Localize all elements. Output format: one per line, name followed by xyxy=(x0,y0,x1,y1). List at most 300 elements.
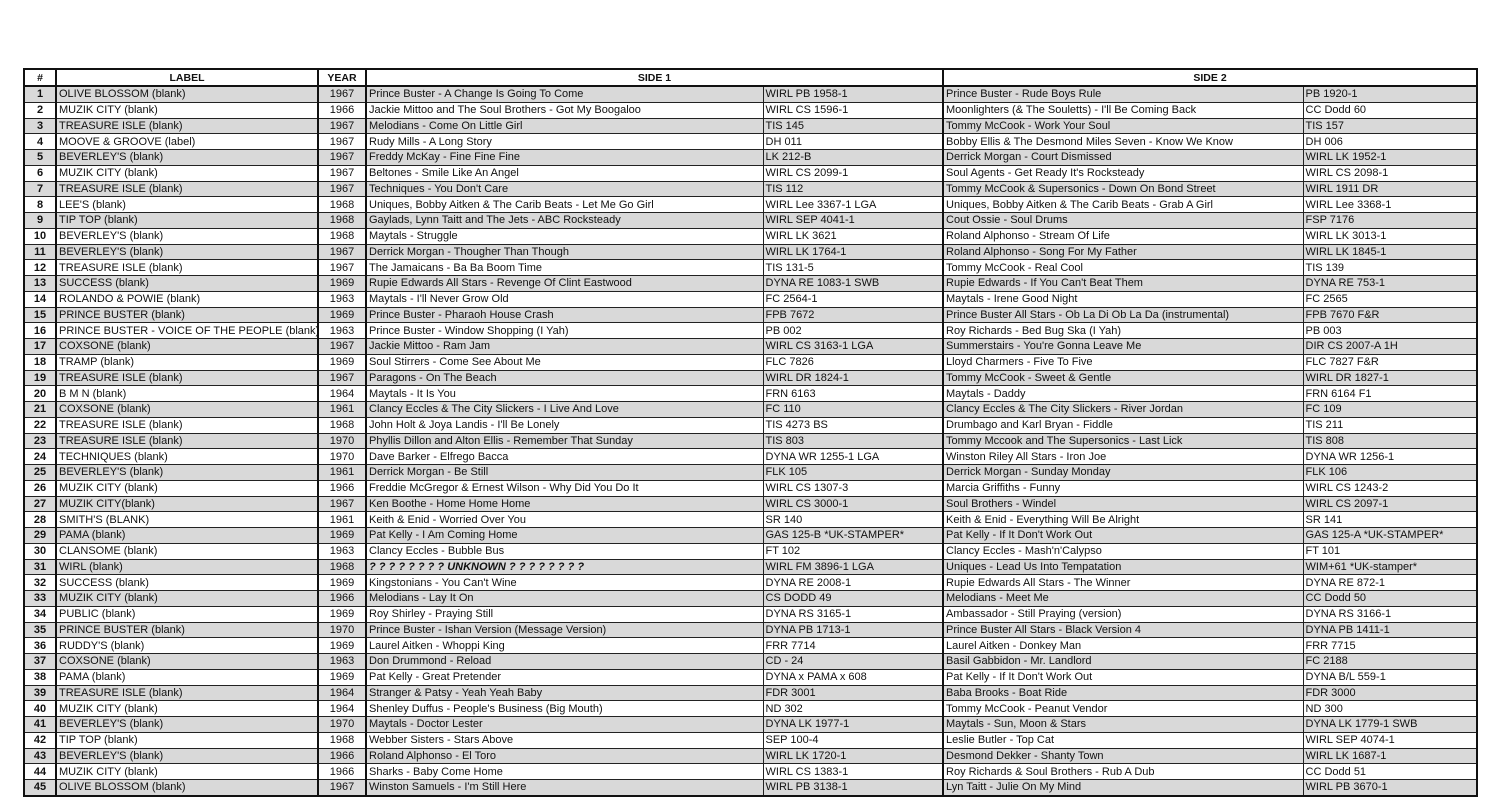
side-2-catalog-cell: FRR 7715 xyxy=(1303,638,1477,654)
side-2-catalog-cell: FDR 3000 xyxy=(1303,685,1477,701)
side-1-catalog-cell: SEP 100-4 xyxy=(763,732,943,748)
row-number: 21 xyxy=(24,402,56,418)
side-2-title-cell: Drumbago and Karl Bryan - Fiddle xyxy=(943,417,1303,433)
side-1-title-cell: Ken Boothe - Home Home Home xyxy=(366,496,763,512)
side-2-title-cell: Lloyd Charmers - Five To Five xyxy=(943,354,1303,370)
side-2-title-cell: Uniques - Lead Us Into Tempatation xyxy=(943,559,1303,575)
side-1-title-cell: Freddy McKay - Fine Fine Fine xyxy=(366,150,763,166)
table-row xyxy=(24,402,1477,418)
label-cell: TREASURE ISLE (blank) xyxy=(56,118,318,134)
table-row xyxy=(24,528,1477,544)
side-2-catalog-cell: WIRL Lee 3368-1 xyxy=(1303,197,1477,213)
side-2-catalog-cell: DYNA RS 3166-1 xyxy=(1303,606,1477,622)
label-cell: TREASURE ISLE (blank) xyxy=(56,260,318,276)
side-1-title-cell: Maytals - I'll Never Grow Old xyxy=(366,291,763,307)
year-cell: 1969 xyxy=(318,638,366,654)
label-cell: PAMA (blank) xyxy=(56,669,318,685)
side-2-catalog-cell: DYNA PB 1411-1 xyxy=(1303,622,1477,638)
table-row xyxy=(24,575,1477,591)
side-1-catalog-cell: DH 011 xyxy=(763,134,943,150)
year-cell: 1967 xyxy=(318,370,366,386)
label-cell: PRINCE BUSTER (blank) xyxy=(56,622,318,638)
side-2-catalog-cell: WIRL 1911 DR xyxy=(1303,181,1477,197)
table-row xyxy=(24,244,1477,260)
table-row xyxy=(24,701,1477,717)
label-cell: MUZIK CITY (blank) xyxy=(56,591,318,607)
row-number: 38 xyxy=(24,669,56,685)
label-cell: SUCCESS (blank) xyxy=(56,276,318,292)
side-2-catalog-cell: DH 006 xyxy=(1303,134,1477,150)
side-2-title-cell: Roland Alphonso - Song For My Father xyxy=(943,244,1303,260)
side-2-catalog-cell: FC 2565 xyxy=(1303,291,1477,307)
side-2-catalog-cell: FLK 106 xyxy=(1303,465,1477,481)
table-row xyxy=(24,748,1477,764)
side-1-catalog-cell: FT 102 xyxy=(763,543,943,559)
table-row xyxy=(24,591,1477,607)
year-cell: 1968 xyxy=(318,197,366,213)
side-1-title-cell: Prince Buster - A Change Is Going To Come xyxy=(366,86,763,102)
table-row xyxy=(24,480,1477,496)
side-2-title-cell: Derrick Morgan - Court Dismissed xyxy=(943,150,1303,166)
year-cell: 1969 xyxy=(318,307,366,323)
row-number: 42 xyxy=(24,732,56,748)
side-2-catalog-cell: SR 141 xyxy=(1303,512,1477,528)
year-cell: 1963 xyxy=(318,654,366,670)
side-1-catalog-cell: DYNA PB 1713-1 xyxy=(763,622,943,638)
side-1-title-cell: Uniques, Bobby Aitken & The Carib Beats - Let Me Go Girl xyxy=(366,197,763,213)
side-2-catalog-cell: TIS 808 xyxy=(1303,433,1477,449)
side-1-title-cell: Jackie Mittoo - Ram Jam xyxy=(366,339,763,355)
row-number: 11 xyxy=(24,244,56,260)
side-1-title-cell: Techniques - You Don't Care xyxy=(366,181,763,197)
label-cell: TIP TOP (blank) xyxy=(56,213,318,229)
label-cell: TREASURE ISLE (blank) xyxy=(56,417,318,433)
side-1-title-cell: Winston Samuels - I'm Still Here xyxy=(366,780,763,796)
side-1-title-cell: Paragons - On The Beach xyxy=(366,370,763,386)
row-number: 29 xyxy=(24,528,56,544)
side-2-title-cell: Winston Riley All Stars - Iron Joe xyxy=(943,449,1303,465)
side-2-title-cell: Pat Kelly - If It Don't Work Out xyxy=(943,528,1303,544)
year-cell: 1967 xyxy=(318,339,366,355)
side-2-title-cell: Marcia Griffiths - Funny xyxy=(943,480,1303,496)
side-1-title-cell: Don Drummond - Reload xyxy=(366,654,763,670)
side-1-title-cell: Laurel Aitken - Whoppi King xyxy=(366,638,763,654)
side-2-title-cell: Moonlighters (& The Souletts) - I'll Be Coming Back xyxy=(943,102,1303,118)
year-cell: 1968 xyxy=(318,213,366,229)
label-cell: OLIVE BLOSSOM (blank) xyxy=(56,780,318,796)
side-1-catalog-cell: GAS 125-B *UK-STAMPER* xyxy=(763,528,943,544)
label-cell: PAMA (blank) xyxy=(56,528,318,544)
label-cell: TREASURE ISLE (blank) xyxy=(56,370,318,386)
year-cell: 1969 xyxy=(318,575,366,591)
side-2-catalog-cell: DYNA B/L 559-1 xyxy=(1303,669,1477,685)
side-1-title-cell: Prince Buster - Ishan Version (Message Version) xyxy=(366,622,763,638)
row-number: 2 xyxy=(24,102,56,118)
side-2-catalog-cell: GAS 125-A *UK-STAMPER* xyxy=(1303,528,1477,544)
label-cell: MUZIK CITY (blank) xyxy=(56,102,318,118)
side-2-title-cell: Tommy McCook - Real Cool xyxy=(943,260,1303,276)
label-cell: PUBLIC (blank) xyxy=(56,606,318,622)
side-2-title-cell: Ambassador - Still Praying (version) xyxy=(943,606,1303,622)
side-2-title-cell: Tommy McCook - Sweet & Gentle xyxy=(943,370,1303,386)
table-row xyxy=(24,449,1477,465)
table-row xyxy=(24,638,1477,654)
row-number: 22 xyxy=(24,417,56,433)
side-2-title-cell: Baba Brooks - Boat Ride xyxy=(943,685,1303,701)
side-1-catalog-cell: WIRL CS 2099-1 xyxy=(763,165,943,181)
year-cell: 1967 xyxy=(318,86,366,102)
year-cell: 1970 xyxy=(318,622,366,638)
label-cell: BEVERLEY'S (blank) xyxy=(56,748,318,764)
year-cell: 1970 xyxy=(318,433,366,449)
side-1-catalog-cell: WIRL LK 3621 xyxy=(763,228,943,244)
year-cell: 1967 xyxy=(318,496,366,512)
side-2-catalog-cell: DYNA RE 753-1 xyxy=(1303,276,1477,292)
side-2-catalog-cell: ND 300 xyxy=(1303,701,1477,717)
label-cell: RUDDY'S (blank) xyxy=(56,638,318,654)
side-1-catalog-cell: ND 302 xyxy=(763,701,943,717)
side-2-title-cell: Cout Ossie - Soul Drums xyxy=(943,213,1303,229)
side-2-catalog-cell: WIRL LK 1952-1 xyxy=(1303,150,1477,166)
table-row xyxy=(24,165,1477,181)
table-row xyxy=(24,764,1477,780)
side-1-title-cell: Beltones - Smile Like An Angel xyxy=(366,165,763,181)
table-row xyxy=(24,417,1477,433)
side-1-title-cell: Webber Sisters - Stars Above xyxy=(366,732,763,748)
side-2-title-cell: Lyn Taitt - Julie On My Mind xyxy=(943,780,1303,796)
side-1-catalog-cell: WIRL SEP 4041-1 xyxy=(763,213,943,229)
row-number: 32 xyxy=(24,575,56,591)
side-1-catalog-cell: WIRL PB 1958-1 xyxy=(763,86,943,102)
row-number: 36 xyxy=(24,638,56,654)
side-2-title-cell: Laurel Aitken - Donkey Man xyxy=(943,638,1303,654)
side-2-title-cell: Roy Richards & Soul Brothers - Rub A Dub xyxy=(943,764,1303,780)
label-cell: BEVERLEY'S (blank) xyxy=(56,717,318,733)
label-cell: MUZIK CITY (blank) xyxy=(56,165,318,181)
side-1-title-cell: Derrick Morgan - Be Still xyxy=(366,465,763,481)
year-cell: 1964 xyxy=(318,701,366,717)
side-1-title-cell: Maytals - It Is You xyxy=(366,386,763,402)
row-number: 15 xyxy=(24,307,56,323)
row-number: 35 xyxy=(24,622,56,638)
year-cell: 1964 xyxy=(318,685,366,701)
row-number: 19 xyxy=(24,370,56,386)
table-row xyxy=(24,102,1477,118)
side-2-title-cell: Tommy McCook - Work Your Soul xyxy=(943,118,1303,134)
side-2-title-cell: Uniques, Bobby Aitken & The Carib Beats - Grab A Girl xyxy=(943,197,1303,213)
side-1-title-cell: Rudy Mills - A Long Story xyxy=(366,134,763,150)
side-2-title-cell: Bobby Ellis & The Desmond Miles Seven - Know We Know xyxy=(943,134,1303,150)
label-cell: SUCCESS (blank) xyxy=(56,575,318,591)
row-number: 33 xyxy=(24,591,56,607)
side-1-title-cell: Stranger & Patsy - Yeah Yeah Baby xyxy=(366,685,763,701)
label-cell: TIP TOP (blank) xyxy=(56,732,318,748)
label-cell: OLIVE BLOSSOM (blank) xyxy=(56,86,318,102)
row-number: 4 xyxy=(24,134,56,150)
side-2-catalog-cell: FC 109 xyxy=(1303,402,1477,418)
label-cell: TREASURE ISLE (blank) xyxy=(56,181,318,197)
side-1-catalog-cell: FDR 3001 xyxy=(763,685,943,701)
table-row xyxy=(24,118,1477,134)
side-1-catalog-cell: DYNA WR 1255-1 LGA xyxy=(763,449,943,465)
side-2-catalog-cell: TIS 211 xyxy=(1303,417,1477,433)
year-cell: 1970 xyxy=(318,449,366,465)
side-2-catalog-cell: FC 2188 xyxy=(1303,654,1477,670)
side-2-catalog-cell: WIRL LK 1845-1 xyxy=(1303,244,1477,260)
label-cell: COXSONE (blank) xyxy=(56,339,318,355)
row-number: 8 xyxy=(24,197,56,213)
row-number: 41 xyxy=(24,717,56,733)
row-number: 45 xyxy=(24,780,56,796)
table-row xyxy=(24,669,1477,685)
side-1-catalog-cell: FRR 7714 xyxy=(763,638,943,654)
label-cell: LEE'S (blank) xyxy=(56,197,318,213)
label-cell: MUZIK CITY (blank) xyxy=(56,480,318,496)
label-cell: TRAMP (blank) xyxy=(56,354,318,370)
side-2-catalog-cell: WIRL SEP 4074-1 xyxy=(1303,732,1477,748)
side-2-title-cell: Prince Buster All Stars - Ob La Di Ob La Da (instrumental) xyxy=(943,307,1303,323)
side-2-title-cell: Basil Gabbidon - Mr. Landlord xyxy=(943,654,1303,670)
side-2-title-cell: Derrick Morgan - Sunday Monday xyxy=(943,465,1303,481)
label-cell: MUZIK CITY (blank) xyxy=(56,701,318,717)
side-1-title-cell: Roy Shirley - Praying Still xyxy=(366,606,763,622)
side-2-title-cell: Tommy McCook & Supersonics - Down On Bond Street xyxy=(943,181,1303,197)
header-num: # xyxy=(24,69,56,86)
side-1-catalog-cell: FRN 6163 xyxy=(763,386,943,402)
label-cell: WIRL (blank) xyxy=(56,559,318,575)
side-2-title-cell: Roland Alphonso - Stream Of Life xyxy=(943,228,1303,244)
side-1-title-cell: Prince Buster - Pharaoh House Crash xyxy=(366,307,763,323)
year-cell: 1966 xyxy=(318,480,366,496)
table-row xyxy=(24,291,1477,307)
label-cell: MUZIK CITY(blank) xyxy=(56,496,318,512)
table-row xyxy=(24,213,1477,229)
table-row xyxy=(24,134,1477,150)
row-number: 39 xyxy=(24,685,56,701)
side-2-catalog-cell: DYNA RE 872-1 xyxy=(1303,575,1477,591)
side-1-title-cell: John Holt & Joya Landis - I'll Be Lonely xyxy=(366,417,763,433)
side-1-catalog-cell: WIRL FM 3896-1 LGA xyxy=(763,559,943,575)
side-1-catalog-cell: FPB 7672 xyxy=(763,307,943,323)
year-cell: 1966 xyxy=(318,764,366,780)
label-cell: BEVERLEY'S (blank) xyxy=(56,228,318,244)
side-2-catalog-cell: PB 1920-1 xyxy=(1303,86,1477,102)
year-cell: 1966 xyxy=(318,102,366,118)
side-2-title-cell: Soul Agents - Get Ready It's Rocksteady xyxy=(943,165,1303,181)
side-2-title-cell: Clancy Eccles - Mash'n'Calypso xyxy=(943,543,1303,559)
side-2-catalog-cell: WIRL CS 2098-1 xyxy=(1303,165,1477,181)
side-1-catalog-cell: DYNA RS 3165-1 xyxy=(763,606,943,622)
table-row xyxy=(24,622,1477,638)
side-2-catalog-cell: WIRL LK 1687-1 xyxy=(1303,748,1477,764)
year-cell: 1961 xyxy=(318,512,366,528)
side-2-title-cell: Roy Richards - Bed Bug Ska (I Yah) xyxy=(943,323,1303,339)
side-1-title-cell: Pat Kelly - Great Pretender xyxy=(366,669,763,685)
year-cell: 1963 xyxy=(318,543,366,559)
label-cell: B M N (blank) xyxy=(56,386,318,402)
row-number: 3 xyxy=(24,118,56,134)
year-cell: 1967 xyxy=(318,260,366,276)
row-number: 44 xyxy=(24,764,56,780)
label-cell: TREASURE ISLE (blank) xyxy=(56,685,318,701)
side-1-catalog-cell: WIRL CS 3000-1 xyxy=(763,496,943,512)
row-number: 16 xyxy=(24,323,56,339)
row-number: 27 xyxy=(24,496,56,512)
side-2-title-cell: Rupie Edwards - If You Can't Beat Them xyxy=(943,276,1303,292)
year-cell: 1969 xyxy=(318,528,366,544)
label-cell: BEVERLEY'S (blank) xyxy=(56,244,318,260)
side-2-title-cell: Maytals - Sun, Moon & Stars xyxy=(943,717,1303,733)
side-2-catalog-cell: FLC 7827 F&R xyxy=(1303,354,1477,370)
side-1-catalog-cell: WIRL CS 3163-1 LGA xyxy=(763,339,943,355)
side-2-catalog-cell: TIS 139 xyxy=(1303,260,1477,276)
row-number: 28 xyxy=(24,512,56,528)
side-1-title-cell: ? ? ? ? ? ? ? ? UNKNOWN ? ? ? ? ? ? ? ? xyxy=(366,559,763,575)
table-row xyxy=(24,512,1477,528)
year-cell: 1967 xyxy=(318,780,366,796)
side-1-title-cell: Maytals - Struggle xyxy=(366,228,763,244)
table-row xyxy=(24,370,1477,386)
side-2-catalog-cell: WIRL LK 3013-1 xyxy=(1303,228,1477,244)
row-number: 14 xyxy=(24,291,56,307)
side-2-title-cell: Maytals - Daddy xyxy=(943,386,1303,402)
year-cell: 1969 xyxy=(318,669,366,685)
year-cell: 1963 xyxy=(318,323,366,339)
row-number: 30 xyxy=(24,543,56,559)
label-cell: ROLANDO & POWIE (blank) xyxy=(56,291,318,307)
side-1-catalog-cell: DYNA RE 2008-1 xyxy=(763,575,943,591)
table-row xyxy=(24,606,1477,622)
side-1-catalog-cell: LK 212-B xyxy=(763,150,943,166)
side-1-title-cell: Pat Kelly - I Am Coming Home xyxy=(366,528,763,544)
year-cell: 1964 xyxy=(318,386,366,402)
side-1-catalog-cell: WIRL CS 1307-3 xyxy=(763,480,943,496)
label-cell: BEVERLEY'S (blank) xyxy=(56,150,318,166)
year-cell: 1963 xyxy=(318,291,366,307)
row-number: 9 xyxy=(24,213,56,229)
side-2-catalog-cell: CC Dodd 60 xyxy=(1303,102,1477,118)
side-1-title-cell: Derrick Morgan - Thougher Than Though xyxy=(366,244,763,260)
records-table xyxy=(23,68,1478,797)
row-number: 7 xyxy=(24,181,56,197)
side-2-title-cell: Melodians - Meet Me xyxy=(943,591,1303,607)
table-row xyxy=(24,86,1477,102)
label-cell: PRINCE BUSTER - VOICE OF THE PEOPLE (blank) xyxy=(56,323,318,339)
year-cell: 1970 xyxy=(318,717,366,733)
year-cell: 1967 xyxy=(318,150,366,166)
side-1-title-cell: Gaylads, Lynn Taitt and The Jets - ABC Rocksteady xyxy=(366,213,763,229)
row-number: 37 xyxy=(24,654,56,670)
side-1-catalog-cell: SR 140 xyxy=(763,512,943,528)
side-1-title-cell: Shenley Duffus - People's Business (Big Mouth) xyxy=(366,701,763,717)
row-number: 34 xyxy=(24,606,56,622)
side-1-catalog-cell: WIRL PB 3138-1 xyxy=(763,780,943,796)
side-1-catalog-cell: DYNA RE 1083-1 SWB xyxy=(763,276,943,292)
table-row xyxy=(24,717,1477,733)
side-2-title-cell: Prince Buster - Rude Boys Rule xyxy=(943,86,1303,102)
side-2-title-cell: Rupie Edwards All Stars - The Winner xyxy=(943,575,1303,591)
table-row xyxy=(24,685,1477,701)
label-cell: CLANSOME (blank) xyxy=(56,543,318,559)
side-2-title-cell: Clancy Eccles & The City Slickers - River Jordan xyxy=(943,402,1303,418)
year-cell: 1968 xyxy=(318,559,366,575)
row-number: 13 xyxy=(24,276,56,292)
side-2-catalog-cell: DIR CS 2007-A 1H xyxy=(1303,339,1477,355)
year-cell: 1969 xyxy=(318,276,366,292)
side-1-catalog-cell: FLK 105 xyxy=(763,465,943,481)
table-row xyxy=(24,260,1477,276)
year-cell: 1968 xyxy=(318,417,366,433)
label-cell: TREASURE ISLE (blank) xyxy=(56,433,318,449)
table-body xyxy=(24,86,1477,796)
side-2-catalog-cell: TIS 157 xyxy=(1303,118,1477,134)
label-cell: BEVERLEY'S (blank) xyxy=(56,465,318,481)
header-side-1: SIDE 1 xyxy=(366,69,943,86)
year-cell: 1968 xyxy=(318,228,366,244)
side-1-catalog-cell: TIS 4273 BS xyxy=(763,417,943,433)
year-cell: 1966 xyxy=(318,591,366,607)
side-2-catalog-cell: WIRL PB 3670-1 xyxy=(1303,780,1477,796)
year-cell: 1969 xyxy=(318,354,366,370)
side-2-title-cell: Pat Kelly - If It Don't Work Out xyxy=(943,669,1303,685)
row-number: 17 xyxy=(24,339,56,355)
side-2-catalog-cell: WIRL CS 1243-2 xyxy=(1303,480,1477,496)
table-row xyxy=(24,559,1477,575)
row-number: 43 xyxy=(24,748,56,764)
side-2-title-cell: Tommy Mccook and The Supersonics - Last Lick xyxy=(943,433,1303,449)
side-1-catalog-cell: WIRL Lee 3367-1 LGA xyxy=(763,197,943,213)
side-1-title-cell: Sharks - Baby Come Home xyxy=(366,764,763,780)
side-1-catalog-cell: TIS 803 xyxy=(763,433,943,449)
side-1-title-cell: The Jamaicans - Ba Ba Boom Time xyxy=(366,260,763,276)
header-row xyxy=(24,69,1477,86)
label-cell: SMITH'S (BLANK) xyxy=(56,512,318,528)
table-row xyxy=(24,496,1477,512)
side-1-catalog-cell: PB 002 xyxy=(763,323,943,339)
year-cell: 1966 xyxy=(318,748,366,764)
side-1-catalog-cell: WIRL LK 1764-1 xyxy=(763,244,943,260)
side-1-catalog-cell: WIRL LK 1720-1 xyxy=(763,748,943,764)
table-row xyxy=(24,307,1477,323)
side-1-title-cell: Maytals - Doctor Lester xyxy=(366,717,763,733)
row-number: 20 xyxy=(24,386,56,402)
side-1-title-cell: Dave Barker - Elfrego Bacca xyxy=(366,449,763,465)
table-row xyxy=(24,654,1477,670)
row-number: 6 xyxy=(24,165,56,181)
row-number: 12 xyxy=(24,260,56,276)
side-1-catalog-cell: DYNA LK 1977-1 xyxy=(763,717,943,733)
side-2-catalog-cell: DYNA WR 1256-1 xyxy=(1303,449,1477,465)
table-row xyxy=(24,181,1477,197)
side-2-title-cell: Tommy McCook - Peanut Vendor xyxy=(943,701,1303,717)
row-number: 1 xyxy=(24,86,56,102)
row-number: 25 xyxy=(24,465,56,481)
label-cell: MOOVE & GROOVE (label) xyxy=(56,134,318,150)
table-row xyxy=(24,228,1477,244)
side-1-title-cell: Freddie McGregor & Ernest Wilson - Why Did You Do It xyxy=(366,480,763,496)
table-row xyxy=(24,150,1477,166)
row-number: 23 xyxy=(24,433,56,449)
table-row xyxy=(24,732,1477,748)
side-1-catalog-cell: TIS 112 xyxy=(763,181,943,197)
side-1-catalog-cell: FC 110 xyxy=(763,402,943,418)
side-1-catalog-cell: FC 2564-1 xyxy=(763,291,943,307)
row-number: 31 xyxy=(24,559,56,575)
side-2-title-cell: Summerstairs - You're Gonna Leave Me xyxy=(943,339,1303,355)
year-cell: 1967 xyxy=(318,165,366,181)
side-2-catalog-cell: PB 003 xyxy=(1303,323,1477,339)
side-2-catalog-cell: WIRL DR 1827-1 xyxy=(1303,370,1477,386)
